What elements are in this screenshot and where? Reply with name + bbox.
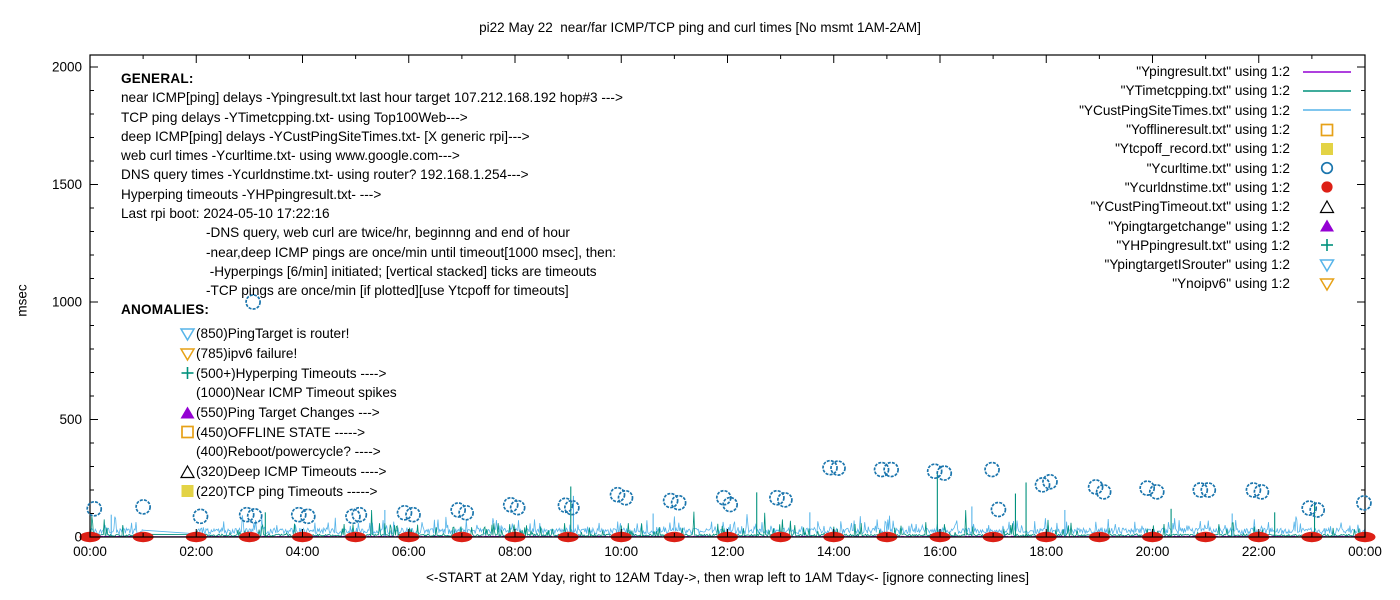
anomaly-marker xyxy=(179,483,196,499)
x-tick-label: 22:00 xyxy=(1241,544,1276,559)
anomaly-row xyxy=(121,324,397,344)
x-tick-label: 20:00 xyxy=(1135,544,1170,559)
legend-label: "YCustPingSiteTimes.txt" using 1:2 xyxy=(1079,102,1290,118)
general-note: -TCP pings are once/min [if plotted][use Ytcpoff for timeouts] xyxy=(206,283,569,299)
anomaly-label: (450)OFFLINE STATE -----> xyxy=(196,424,366,440)
legend-row xyxy=(1079,158,1354,177)
x-tick-label: 00:00 xyxy=(73,544,107,559)
legend-label: "Ynoipv6" using 1:2 xyxy=(1172,276,1290,292)
legend-marker-plus-icon xyxy=(179,365,196,381)
x-tick-label: 02:00 xyxy=(179,544,214,559)
anomaly-row xyxy=(121,442,397,462)
legend-marker-plus-icon xyxy=(1318,237,1336,253)
anomalies-heading: ANOMALIES: xyxy=(121,302,210,317)
legend-marker xyxy=(1300,64,1354,80)
y-tick-label: 1500 xyxy=(51,177,82,192)
legend-marker xyxy=(1300,218,1354,234)
anomaly-marker xyxy=(179,385,196,401)
legend-row xyxy=(1079,139,1354,158)
anomaly-marker xyxy=(179,346,196,362)
anomaly-marker xyxy=(179,464,196,480)
anomaly-label: (850)PingTarget is router! xyxy=(196,326,350,342)
legend-row xyxy=(1079,216,1354,235)
anomaly-row xyxy=(121,482,397,502)
legend-marker xyxy=(1300,83,1354,99)
anomaly-row xyxy=(121,403,397,423)
anomaly-label: (400)Reboot/powercycle? ----> xyxy=(196,444,381,460)
general-line: DNS query times -Ycurldnstime.txt- using router? 192.168.1.254---> xyxy=(121,167,529,183)
anomaly-row xyxy=(121,422,397,442)
legend-label: "Ypingresult.txt" using 1:2 xyxy=(1136,64,1290,80)
general-line: web curl times -Ycurltime.txt- using www.google.com---> xyxy=(121,148,460,164)
anomaly-marker xyxy=(179,424,196,440)
anomaly-label: (785)ipv6 failure! xyxy=(196,346,298,362)
y-tick-label: 0 xyxy=(74,529,82,545)
legend-marker-circle-filled-icon xyxy=(1318,179,1336,195)
general-note: -near,deep ICMP pings are once/min until timeout[1000 msec], then: xyxy=(206,244,617,260)
legend-marker-line-icon xyxy=(1300,102,1354,118)
legend-label: "Yofflineresult.txt" using 1:2 xyxy=(1126,122,1290,138)
general-notes-block xyxy=(121,69,623,301)
x-tick-label: 06:00 xyxy=(391,544,426,559)
legend-marker xyxy=(1300,102,1354,118)
general-line: Last rpi boot: 2024-05-10 17:22:16 xyxy=(121,206,330,222)
legend-marker-tri-open-icon xyxy=(179,464,196,480)
anomalies-block xyxy=(121,302,397,501)
legend-marker xyxy=(1300,237,1354,253)
legend-marker-tri-down-open-icon xyxy=(179,346,196,362)
anomaly-label: (220)TCP ping Timeouts -----> xyxy=(196,483,378,499)
y-tick-label: 500 xyxy=(59,412,82,427)
legend-marker-tri-down-open-icon xyxy=(1318,257,1336,273)
legend-marker-square-open-icon xyxy=(179,424,196,440)
y-tick-label: 2000 xyxy=(51,59,82,75)
legend-marker-tri-down-open-icon xyxy=(1318,276,1336,292)
legend-label: "Ycurldnstime.txt" using 1:2 xyxy=(1124,179,1290,195)
general-heading: GENERAL: xyxy=(121,71,194,86)
legend-marker-line-icon xyxy=(1300,83,1354,99)
x-tick-label: 12:00 xyxy=(710,544,745,559)
plot-legend xyxy=(1079,62,1354,294)
anomaly-label: (320)Deep ICMP Timeouts ----> xyxy=(196,464,387,480)
legend-row xyxy=(1079,236,1354,255)
x-tick-label: 08:00 xyxy=(498,544,532,559)
legend-marker xyxy=(1300,257,1354,273)
legend-label: "Ycurltime.txt" using 1:2 xyxy=(1146,160,1290,176)
legend-marker-tri-filled-icon xyxy=(179,405,196,421)
legend-marker xyxy=(1300,141,1354,157)
general-line: Hyperping timeouts -YHPpingresult.txt- ---> xyxy=(121,186,382,202)
x-tick-label: 18:00 xyxy=(1029,544,1064,559)
x-tick-label: 14:00 xyxy=(816,544,851,559)
legend-marker xyxy=(1300,160,1354,176)
legend-marker-square-open-icon xyxy=(1318,122,1336,138)
legend-row xyxy=(1079,197,1354,216)
anomaly-row xyxy=(121,363,397,383)
legend-label: "YpingtargetISrouter" using 1:2 xyxy=(1104,257,1290,273)
legend-row xyxy=(1079,62,1354,81)
legend-marker-circle-open-icon xyxy=(1318,160,1336,176)
legend-label: "YTimetcpping.txt" using 1:2 xyxy=(1120,83,1290,99)
legend-row xyxy=(1079,178,1354,197)
legend-marker xyxy=(1300,122,1354,138)
chart-title: pi22 May 22 near/far ICMP/TCP ping and curl times [No msmt 1AM-2AM] xyxy=(479,20,921,35)
legend-marker xyxy=(1300,276,1354,292)
legend-label: "Ypingtargetchange" using 1:2 xyxy=(1108,218,1290,234)
anomaly-rows xyxy=(121,324,397,501)
legend-marker-square-filled-icon xyxy=(179,483,196,499)
legend-marker-square-filled-icon xyxy=(1318,141,1336,157)
legend-row xyxy=(1079,120,1354,139)
anomaly-marker xyxy=(179,405,196,421)
legend-label: "YCustPingTimeout.txt" using 1:2 xyxy=(1090,199,1290,215)
legend-row xyxy=(1079,101,1354,120)
x-axis-note: <-START at 2AM Yday, right to 12AM Tday->, then wrap left to 1AM Tday<- [ignore connecting lines] xyxy=(425,570,1030,585)
x-tick-label: 10:00 xyxy=(604,544,639,559)
y-axis-label: msec xyxy=(14,284,30,317)
legend-row xyxy=(1079,81,1354,100)
y-tick-label: 1000 xyxy=(51,294,82,310)
anomaly-row xyxy=(121,344,397,364)
general-line: deep ICMP[ping] delays -YCustPingSiteTimes.txt- [X generic rpi]---> xyxy=(121,128,530,144)
anomaly-row xyxy=(121,462,397,482)
anomaly-label: (1000)Near ICMP Timeout spikes xyxy=(196,385,397,401)
legend-marker xyxy=(1300,199,1354,215)
legend-row xyxy=(1079,274,1354,293)
anomaly-marker xyxy=(179,326,196,342)
general-note: -Hyperpings [6/min] initiated; [vertical stacked] ticks are timeouts xyxy=(206,263,597,279)
legend-row xyxy=(1079,255,1354,274)
x-tick-label: 00:00 xyxy=(1348,544,1382,559)
general-lines xyxy=(121,88,623,223)
anomaly-label: (550)Ping Target Changes ---> xyxy=(196,405,380,421)
general-note: -DNS query, web curl are twice/hr, beginnng and end of hour xyxy=(206,225,570,241)
anomaly-marker xyxy=(179,365,196,381)
general-line: TCP ping delays -YTimetcpping.txt- using Top100Web---> xyxy=(121,109,468,125)
legend-label: "Ytcpoff_record.txt" using 1:2 xyxy=(1115,141,1290,157)
legend-marker-tri-open-icon xyxy=(1318,199,1336,215)
legend-marker-tri-filled-icon xyxy=(1318,218,1336,234)
legend-label: "YHPpingresult.txt" using 1:2 xyxy=(1116,237,1290,253)
legend-marker xyxy=(1300,179,1354,195)
legend-marker-tri-down-open-icon xyxy=(179,326,196,342)
general-line: near ICMP[ping] delays -Ypingresult.txt last hour target 107.212.168.192 hop#3 ---> xyxy=(121,90,623,106)
anomaly-label: (500+)Hyperping Timeouts ----> xyxy=(196,365,387,381)
general-sub-notes xyxy=(121,223,623,300)
legend-marker-line-icon xyxy=(1300,64,1354,80)
anomaly-marker xyxy=(179,444,196,460)
x-tick-label: 04:00 xyxy=(285,544,320,559)
x-tick-label: 16:00 xyxy=(923,544,957,559)
anomaly-row xyxy=(121,383,397,403)
